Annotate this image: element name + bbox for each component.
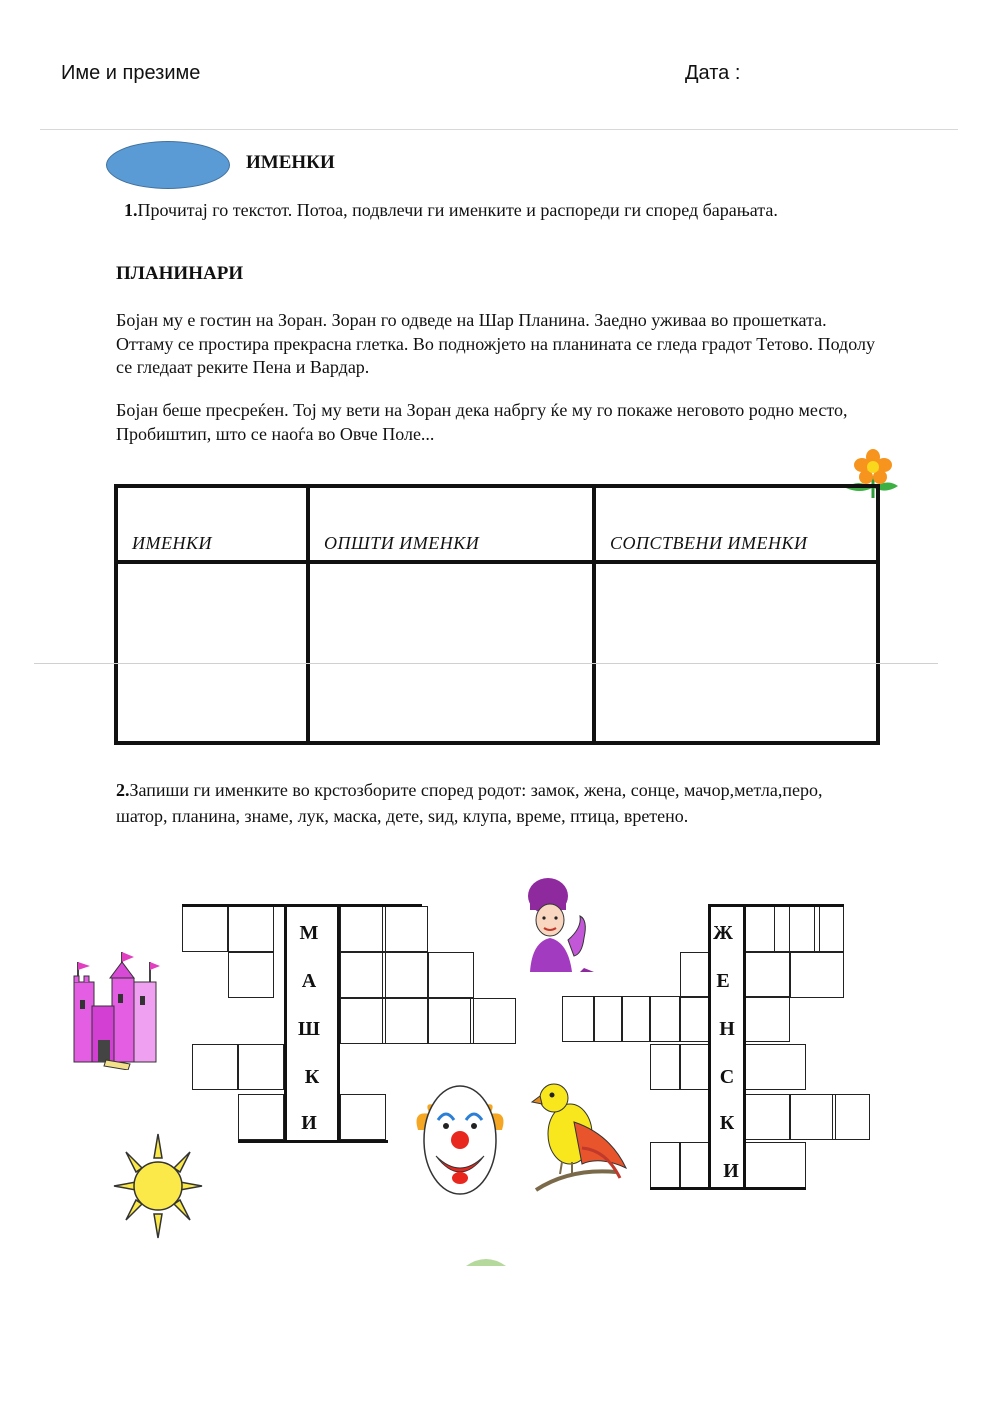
crossword-cell[interactable]	[428, 952, 474, 998]
crossword-cell[interactable]	[192, 1044, 238, 1090]
task2-number: 2.	[116, 780, 130, 800]
crossword-cell[interactable]	[744, 996, 790, 1042]
key-letter: А	[301, 970, 317, 992]
crossword-cell[interactable]	[428, 998, 474, 1044]
crossword-border	[182, 904, 422, 907]
crossword-border	[238, 1140, 388, 1143]
crossword-cell[interactable]	[562, 996, 594, 1042]
crossword-cell[interactable]	[594, 996, 622, 1042]
section-title: ИМЕНКИ	[246, 152, 335, 173]
task1-text: Прочитај го текстот. Потоа, подвлечи ги именките и распореди ги според барањата.	[137, 200, 778, 220]
crossword-cell[interactable]	[340, 998, 386, 1044]
crossword-cell[interactable]	[470, 998, 516, 1044]
crossword-border	[708, 904, 844, 907]
crossword-cell[interactable]	[814, 906, 844, 952]
key-letter: И	[723, 1160, 739, 1182]
key-letter: И	[301, 1112, 317, 1134]
crossword-cell[interactable]	[744, 1044, 806, 1090]
crossword-cell[interactable]	[340, 1094, 386, 1140]
page-divider	[34, 663, 938, 664]
key-letter: Ж	[713, 922, 733, 944]
story-paragraph-1: Бојан му е гостин на Зоран. Зоран го одведе на Шар Планина. Заедно уживаа во прошетката. Оттаму се простира прекрасна глетка. Во подножјето на планината се гледа градот Тетово. Подолу се гледаат реките Пена и Вардар.	[116, 310, 875, 377]
crossword-cell[interactable]	[340, 906, 386, 952]
answer-cell-proper[interactable]	[594, 562, 878, 743]
key-letter: М	[299, 922, 319, 944]
crossword-cell[interactable]	[382, 998, 428, 1044]
crossword-cell[interactable]	[182, 906, 228, 952]
key-letter: К	[719, 1112, 735, 1134]
sun-icon	[112, 1132, 204, 1240]
story-title: ПЛАНИНАРИ	[116, 263, 244, 284]
column-header: ИМЕНКИ	[116, 486, 308, 562]
column-header: ОПШТИ ИМЕНКИ	[308, 486, 594, 562]
key-letter: С	[719, 1066, 735, 1088]
date-label: Дата :	[685, 62, 741, 84]
woman-icon	[524, 876, 596, 972]
crossword-cell[interactable]	[680, 1142, 710, 1188]
crossword-cell[interactable]	[238, 1044, 284, 1090]
column-header: СОПСТВЕНИ ИМЕНКИ	[594, 486, 878, 562]
crossword-cell[interactable]	[744, 1094, 790, 1140]
castle-icon	[70, 948, 162, 1070]
key-letter: К	[304, 1066, 320, 1088]
crossword-border	[650, 1187, 806, 1190]
crossword-cell[interactable]	[228, 952, 274, 998]
answer-cell-nouns[interactable]	[116, 562, 308, 743]
crossword-cell[interactable]	[790, 1094, 836, 1140]
task1-instruction	[116, 199, 876, 223]
task2-text: Запиши ги именките во крстозборите според родот: замок, жена, сонце, мачор,метла,перо, шатор, планина, знаме, лук, маска, дете, ѕид, клупа, време, птица, вретено.	[116, 780, 823, 826]
nouns-table	[114, 484, 880, 745]
crossword-cell[interactable]	[228, 906, 274, 952]
answer-cell-common[interactable]	[308, 562, 594, 743]
bird-icon	[530, 1078, 632, 1196]
key-letter: Ш	[298, 1018, 320, 1040]
crossword-cell[interactable]	[650, 996, 680, 1042]
title-ellipse	[106, 141, 230, 189]
crossword-cell[interactable]	[340, 952, 386, 998]
crossword-cell[interactable]	[744, 952, 790, 998]
crossword-cell[interactable]	[622, 996, 650, 1042]
key-letter: Н	[719, 1018, 735, 1040]
header-divider	[40, 129, 958, 130]
clown-icon	[412, 1080, 508, 1206]
crossword-cell[interactable]	[650, 1142, 680, 1188]
crossword-cell[interactable]	[832, 1094, 870, 1140]
table-header-row	[116, 486, 878, 562]
story-paragraph-2: Бојан беше пресреќен. Тој му вети на Зоран дека набргу ќе му го покаже неговото родно место, Пробиштип, што се наоѓа во Овче Поле...	[116, 400, 848, 444]
task1-number: 1.	[124, 200, 138, 220]
key-column-feminine	[708, 906, 746, 1188]
decoration-fragment-icon	[466, 1258, 506, 1268]
crossword-cell[interactable]	[382, 952, 428, 998]
task2-instruction	[116, 778, 866, 829]
crossword-cell[interactable]	[790, 952, 844, 998]
name-label: Име и презиме	[61, 62, 201, 84]
crossword-cell[interactable]	[650, 1044, 680, 1090]
table-row	[116, 562, 878, 743]
crossword-cell[interactable]	[238, 1094, 284, 1140]
crossword-cell[interactable]	[382, 906, 428, 952]
key-letter: Е	[716, 970, 730, 992]
